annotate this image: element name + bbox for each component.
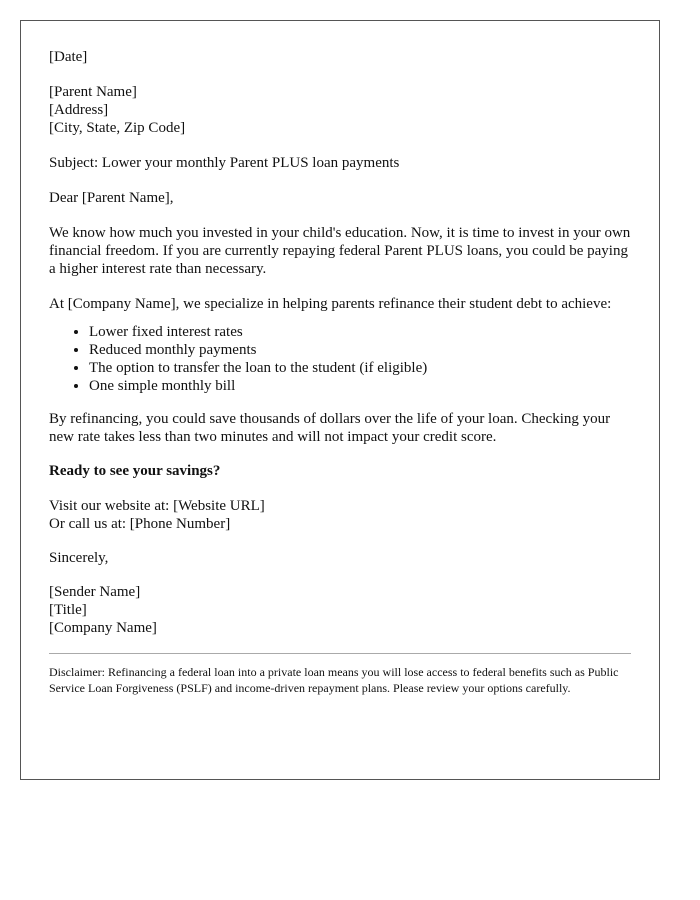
sender-name: [Sender Name] xyxy=(49,584,141,600)
refinance-paragraph: By refinancing, you could save thousands of dollars over the life of your loan. Checking your new rate takes less than two minutes and will not impact your credit score. xyxy=(49,411,611,445)
recipient-name: [Parent Name] xyxy=(49,84,137,100)
letter-subject: Subject: Lower your monthly Parent PLUS loan payments xyxy=(49,155,400,171)
benefits-list xyxy=(49,323,631,395)
benefit-item: • Reduced monthly payments xyxy=(89,341,631,359)
letter-closing: Sincerely, xyxy=(49,550,109,566)
signature-block xyxy=(49,583,631,637)
phone-line: Or call us at: [Phone Number] xyxy=(49,516,231,532)
recipient-city-state-zip: [City, State, Zip Code] xyxy=(49,120,186,136)
recipient-address-block xyxy=(49,83,631,137)
letter-date: [Date] xyxy=(49,49,88,65)
benefit-item: • Lower fixed interest rates xyxy=(89,323,631,341)
sender-title: [Title] xyxy=(49,602,87,618)
benefit-item: • The option to transfer the loan to the student (if eligible) xyxy=(89,359,631,377)
sender-company: [Company Name] xyxy=(49,620,157,636)
letter-page xyxy=(20,20,660,780)
disclaimer-divider xyxy=(49,653,631,654)
benefit-item: • One simple monthly bill xyxy=(89,377,631,395)
call-to-action-heading: Ready to see your savings? xyxy=(49,463,221,479)
disclaimer-text: Disclaimer: Refinancing a federal loan into a private loan means you will lose access to federal benefits such as Public Service Loan Forgiveness (PSLF) and income-driven repayment plans. Please review your options carefully. xyxy=(49,665,619,695)
letter-greeting: Dear [Parent Name], xyxy=(49,190,174,206)
offer-paragraph: At [Company Name], we specialize in helping parents refinance their student debt to achieve: xyxy=(49,296,612,312)
recipient-address: [Address] xyxy=(49,102,109,118)
website-line: Visit our website at: [Website URL] xyxy=(49,498,265,514)
contact-block xyxy=(49,497,631,533)
intro-paragraph: We know how much you invested in your child's education. Now, it is time to invest in your own financial freedom. If you are currently repaying federal Parent PLUS loans, you could be paying a higher interest rate than necessary. xyxy=(49,225,631,277)
